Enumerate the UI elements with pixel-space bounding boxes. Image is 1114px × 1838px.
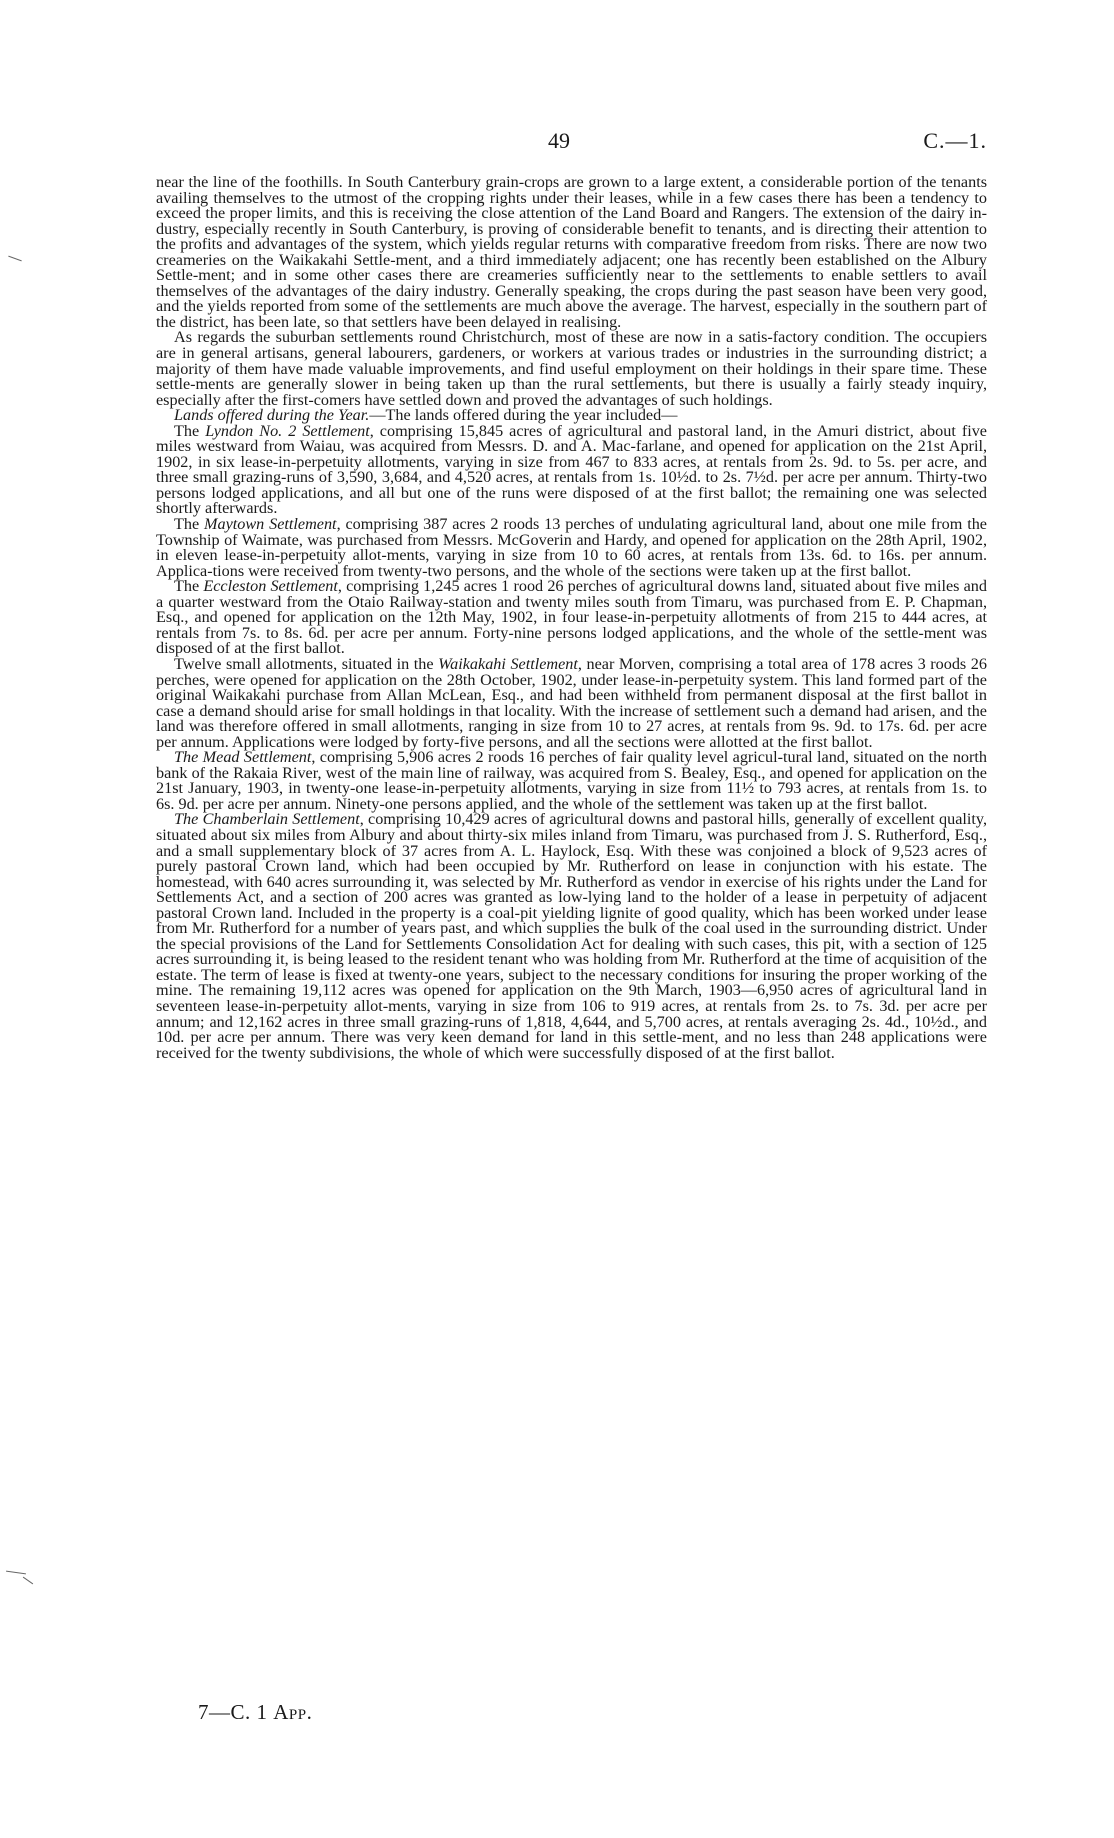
paragraph-text: , comprising 387 acres 2 roods 13 perches of undulating agricultural land, about one mile from the Township of Waimate, was purchased from Messrs. McGoverin and Hardy, and opened for application on the 28th April, 1902, in eleven lease-in-perpetuity allot-ments, varying in size from 10 to 60 acres, at rentals from 13s. 6d. to 16s. per annum. Applica-tions were received from twenty-two persons, and the whole of the sections were taken up at the first ballot. [156,515,987,580]
paragraph-waikakahi-settlement [156,654,987,751]
page-header [0,128,1114,158]
paragraph-text: The [174,515,205,534]
paragraph-text: The [174,421,206,440]
paragraph-text: near the line of the foothills. In South Canterbury grain-crops are grown to a large extent, a considerable portion of the tenants availing themselves to the utmost of the cropping rights under their leases, while in a few cases there has been a tendency to exceed the proper limits, and this is receiving the close attention of the Land Board and Rangers. The extension of the dairy in-dustry, especially recently in South Canterbury, is proving of considerable benefit to tenants, and is directing their attention to the profits and advantages of the system, which yields regular returns with comparative freedom from risks. There are now two creameries on the Waikakahi Settle-ment, and a third immediately adjacent; one has recently been established on the Albury Settle-ment; and in some other cases there are creameries sufficiently near to the settlements to enable settlers to avail themselves of the advantages of the dairy industry. Generally speaking, the crops during the past season have been very good, and the yields reported from some of the settlements are much above the average. The harvest, especially in the southern part of the district, has been late, so that settlers have been delayed in realising. [156,173,987,331]
page-number: 49 [548,128,570,153]
footer-signature [198,1700,312,1725]
settlement-name: Maytown Settlement [204,515,337,534]
paragraph-text: , comprising 5,906 acres 2 roods 16 perches of fair quality level agricul-tural land, situated on the north bank of the Rakaia River, west of the main line of railway, was acquired from S. Bealey, Esq., and opened for application on the 21st January, 1903, in twenty-one lease-in-perpetuity allotments, varying in size from 11½ to 793 acres, at rentals from 1s. to 6s. 9d. per acre per annum. Ninety-one persons applied, and the whole of the settlement was taken up at the first ballot. [156,748,987,813]
paragraph-text: , comprising 1,245 acres 1 rood 26 perches of agricultural downs land, situated about five miles and a quarter westward from the Otaio Railway-station and twenty miles south from Timaru, was purchased from E. P. Chapman, Esq., and opened for application on the 12th May, 1902, in four lease-in-perpetuity allotments of from 215 to 444 acres, at rentals from 7s. to 8s. 6d. per acre per annum. Forty-nine persons lodged applications, and the whole of the settle-ment was disposed of at the first ballot. [156,577,987,658]
margin-mark [23,1577,33,1585]
paragraph-chamberlain-settlement [156,812,987,1061]
settlement-name: Eccleston Settlement [203,577,338,596]
paragraph-text: , comprising 10,429 acres of agricultural downs and pastoral hills, generally of excellent quality, situated about six miles from Albury and about thirty-six miles inland from Timaru, was purchased from J. S. Rutherford, Esq., and a small supplementary block of 37 acres from A. L. Haylock, Esq. With these was conjoined a block of 9,523 acres of purely pastoral Crown land, which had been occupied by Mr. Rutherford on lease in conjunction with his estate. The homestead, with 640 acres surrounding it, was selected by Mr. Rutherford as vendor in exercise of his rights under the Land for Settlements Act, and a section of 200 acres was granted as low-lying land to the holder of a lease in perpetuity of adjacent pastoral Crown land. Included in the property is a coal-pit yielding lignite of good quality, which has been worked under lease from Mr. Rutherford for a number of years past, and which supplies the bulk of the coal used in the surrounding district. Under the special provisions of the Land for Settlements Consolidation Act for dealing with such cases, this pit, with a section of 125 acres surrounding it, is being leased to the resident tenant who was holding from Mr. Rutherford at the time of acquisition of the estate. The term of lease is fixed at twenty-one years, subject to the necessary conditions for insuring the proper working of the mine. The remaining 19,112 acres was opened for application on the 9th March, 1903—6,950 acres of agricultural land in seventeen lease-in-perpetuity allot-ments, varying in size from 106 to 919 acres, at rentals from 2s. to 7s. 3d. per acre per annum; and 12,162 acres in three small grazing-runs of 1,818, 4,644, and 5,700 acres, at rentals averaging 2s. 4d., 10½d., and 10d. per acre per annum. There was very keen demand for land in this settle-ment, and no less than 248 applications were received for the twenty subdivisions, the whole of which were successfully disposed of at the first ballot. [156,810,987,1062]
paragraph-foothills [156,175,987,330]
paragraph-maytown-settlement [156,517,987,579]
paragraph-text: , near Morven, comprising a total area of 178 acres 3 roods 26 perches, were opened for application on the 28th October, 1902, under lease-in-perpetuity system. This land formed part of the original Waikakahi purchase from Allan McLean, Esq., and had been withheld from permanent disposal at the first ballot in case a demand should arise for small holdings in that locality. With the increase of settlement such a demand had arisen, and the land was therefore offered in small allotments, ranging in size from 10 to 27 acres, at rentals from 9s. 9d. to 17s. 6d. per acre per annum. Applications were lodged by forty-five persons, and all the sections were allotted at the first ballot. [156,654,987,751]
settlement-name: The Chamberlain Settlement [174,810,360,829]
margin-mark [6,1571,26,1575]
paragraph-text: As regards the suburban settlements round Christchurch, most of these are now in a satis-factory condition. The occupiers are in general artisans, general labourers, gardeners, or workers at various trades or industries in the surrounding district; a majority of them have made valuable improvements, and find useful employment on their holdings in their spare time. These settle-ments are generally slower in being taken up than the rural settlements, but there is usually a fairly steady inquiry, especially after the first-comers have settled down and proved the advantages of such holdings. [156,328,987,409]
page-reference: C.—1. [923,128,987,153]
body-text [156,175,987,1061]
paragraph-text: —The lands offered during the year included— [369,406,678,425]
paragraph-mead-settlement [156,750,987,812]
paragraph-text: Twelve small allotments, situated in the [174,654,439,673]
paragraph-lyndon-settlement [156,421,987,518]
settlement-name: The Mead Settlement [174,748,312,767]
margin-mark [8,256,21,262]
paragraph-suburban-settlements [156,330,987,408]
paragraph-text: , comprising 15,845 acres of agricultural and pastoral land, in the Amuri district, about five miles westward from Waiau, was acquired from Messrs. D. and A. Mac-farlane, and opened for application on the 21st April, 1902, in six lease-in-perpetuity allotments, varying in size from 467 to 833 acres, at rentals from 2s. 9d. to 5s. per acre, and three small grazing-runs of 3,590, 3,684, and 4,520 acres, at rentals from 1s. 10½d. to 2s. 7½d. per acre per annum. Thirty-two persons lodged applications, and all but one of the runs were disposed of at the first ballot; the remaining one was selected shortly afterwards. [156,421,987,518]
settlement-name: Lyndon No. 2 Settlement [205,421,370,440]
signature-suffix: App. [273,1700,313,1724]
section-heading: Lands offered during the Year. [174,406,370,425]
paragraph-eccleston-settlement [156,579,987,657]
settlement-name: Waikakahi Settlement [438,654,578,673]
signature-prefix: 7—C. 1 [198,1700,274,1724]
paragraph-text: The [174,577,204,596]
